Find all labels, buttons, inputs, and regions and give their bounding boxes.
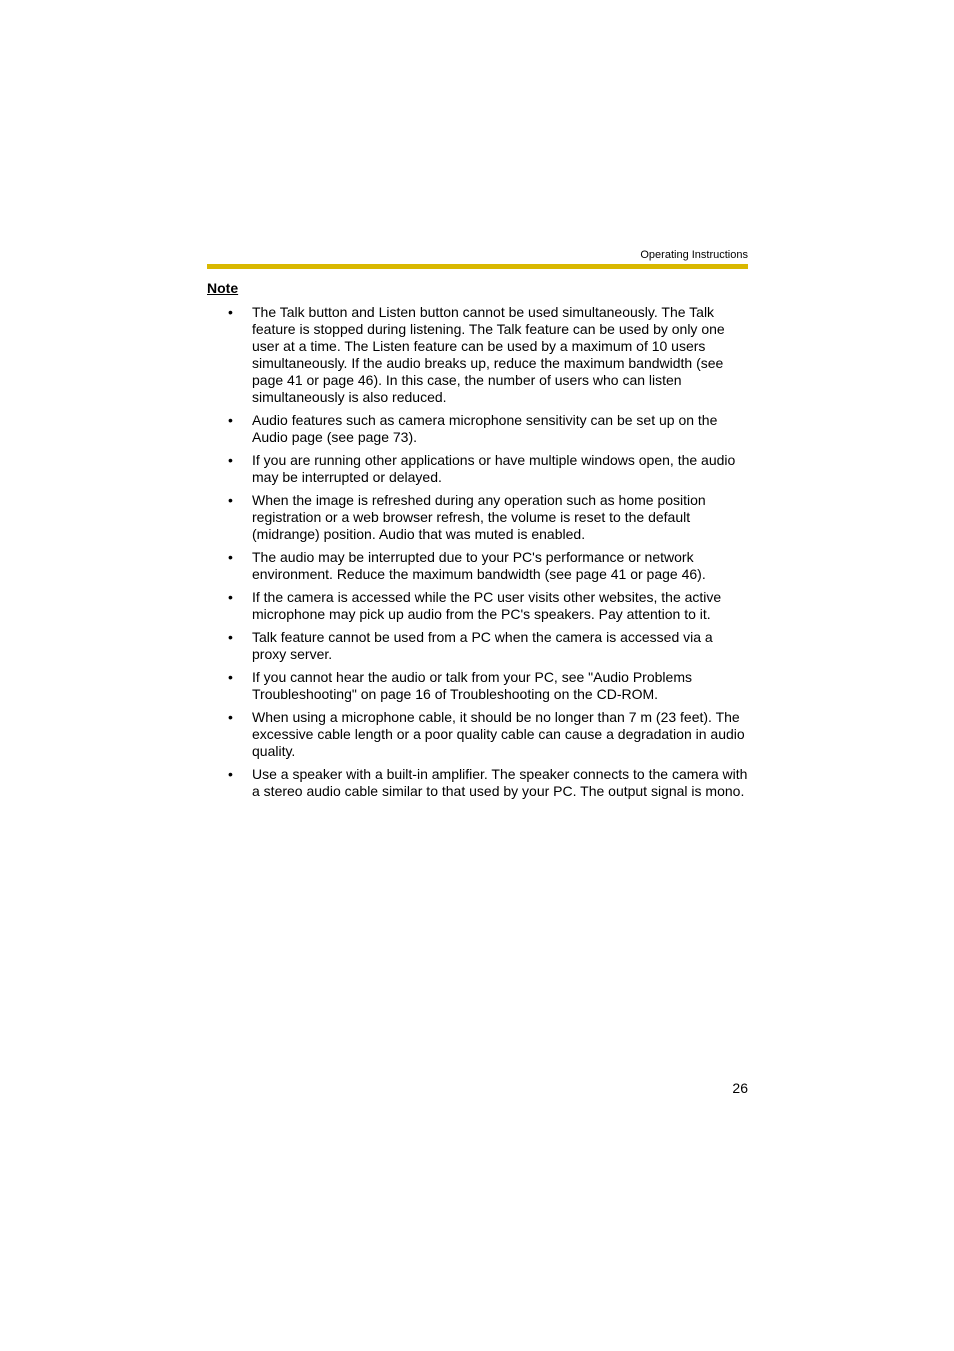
list-item	[207, 412, 748, 446]
list-item	[207, 629, 748, 663]
bullet-icon: •	[228, 549, 233, 565]
bullet-icon: •	[228, 589, 233, 605]
bullet-icon: •	[228, 709, 233, 725]
list-item-text: If you cannot hear the audio or talk from your PC, see "Audio Problems Troubleshooting" on page 16 of Troubleshooting on the CD-ROM.	[252, 669, 692, 702]
bullet-icon: •	[228, 766, 233, 782]
page-number: 26	[732, 1080, 748, 1096]
list-item	[207, 452, 748, 486]
list-item-text: The Talk button and Listen button cannot be used simultaneously. The Talk feature is stopped during listening. The Talk feature can be used by only one user at a time. The Listen feature can be used by a maximum of 10 users simultaneously. If the audio breaks up, reduce the maximum bandwidth (see page 41 or page 46). In this case, the number of users who can listen simultaneously is also reduced.	[252, 304, 725, 405]
list-item	[207, 669, 748, 703]
bullet-icon: •	[228, 304, 233, 320]
bullet-icon: •	[228, 629, 233, 645]
list-item-text: If the camera is accessed while the PC user visits other websites, the active microphone may pick up audio from the PC's speakers. Pay attention to it.	[252, 589, 722, 622]
list-item-text: Audio features such as camera microphone sensitivity can be set up on the Audio page (see page 73).	[252, 412, 718, 445]
list-item-text: Use a speaker with a built-in amplifier. The speaker connects to the camera with a stereo audio cable similar to that used by your PC. The output signal is mono.	[252, 766, 748, 799]
bullet-icon: •	[228, 452, 233, 468]
list-item	[207, 766, 748, 800]
list-item	[207, 304, 748, 406]
bullet-icon: •	[228, 412, 233, 428]
running-header: Operating Instructions	[640, 249, 748, 261]
list-item	[207, 549, 748, 583]
bullet-icon: •	[228, 669, 233, 685]
bullet-icon: •	[228, 492, 233, 508]
list-item-text: When using a microphone cable, it should be no longer than 7 m (23 feet). The excessive cable length or a poor quality cable can cause a degradation in audio quality.	[252, 709, 745, 759]
note-heading: Note	[207, 280, 239, 296]
list-item-text: The audio may be interrupted due to your PC's performance or network environment. Reduce the maximum bandwidth (see page 41 or page 46).	[252, 549, 706, 582]
list-item	[207, 589, 748, 623]
list-item-text: When the image is refreshed during any operation such as home position registration or a web browser refresh, the volume is reset to the default (midrange) position. Audio that was muted is enabled.	[252, 492, 706, 542]
header-rule	[207, 264, 748, 269]
list-item	[207, 709, 748, 760]
list-item-text: If you are running other applications or have multiple windows open, the audio may be interrupted or delayed.	[252, 452, 736, 485]
list-item-text: Talk feature cannot be used from a PC when the camera is accessed via a proxy server.	[252, 629, 713, 662]
note-list	[207, 304, 748, 806]
list-item	[207, 492, 748, 543]
